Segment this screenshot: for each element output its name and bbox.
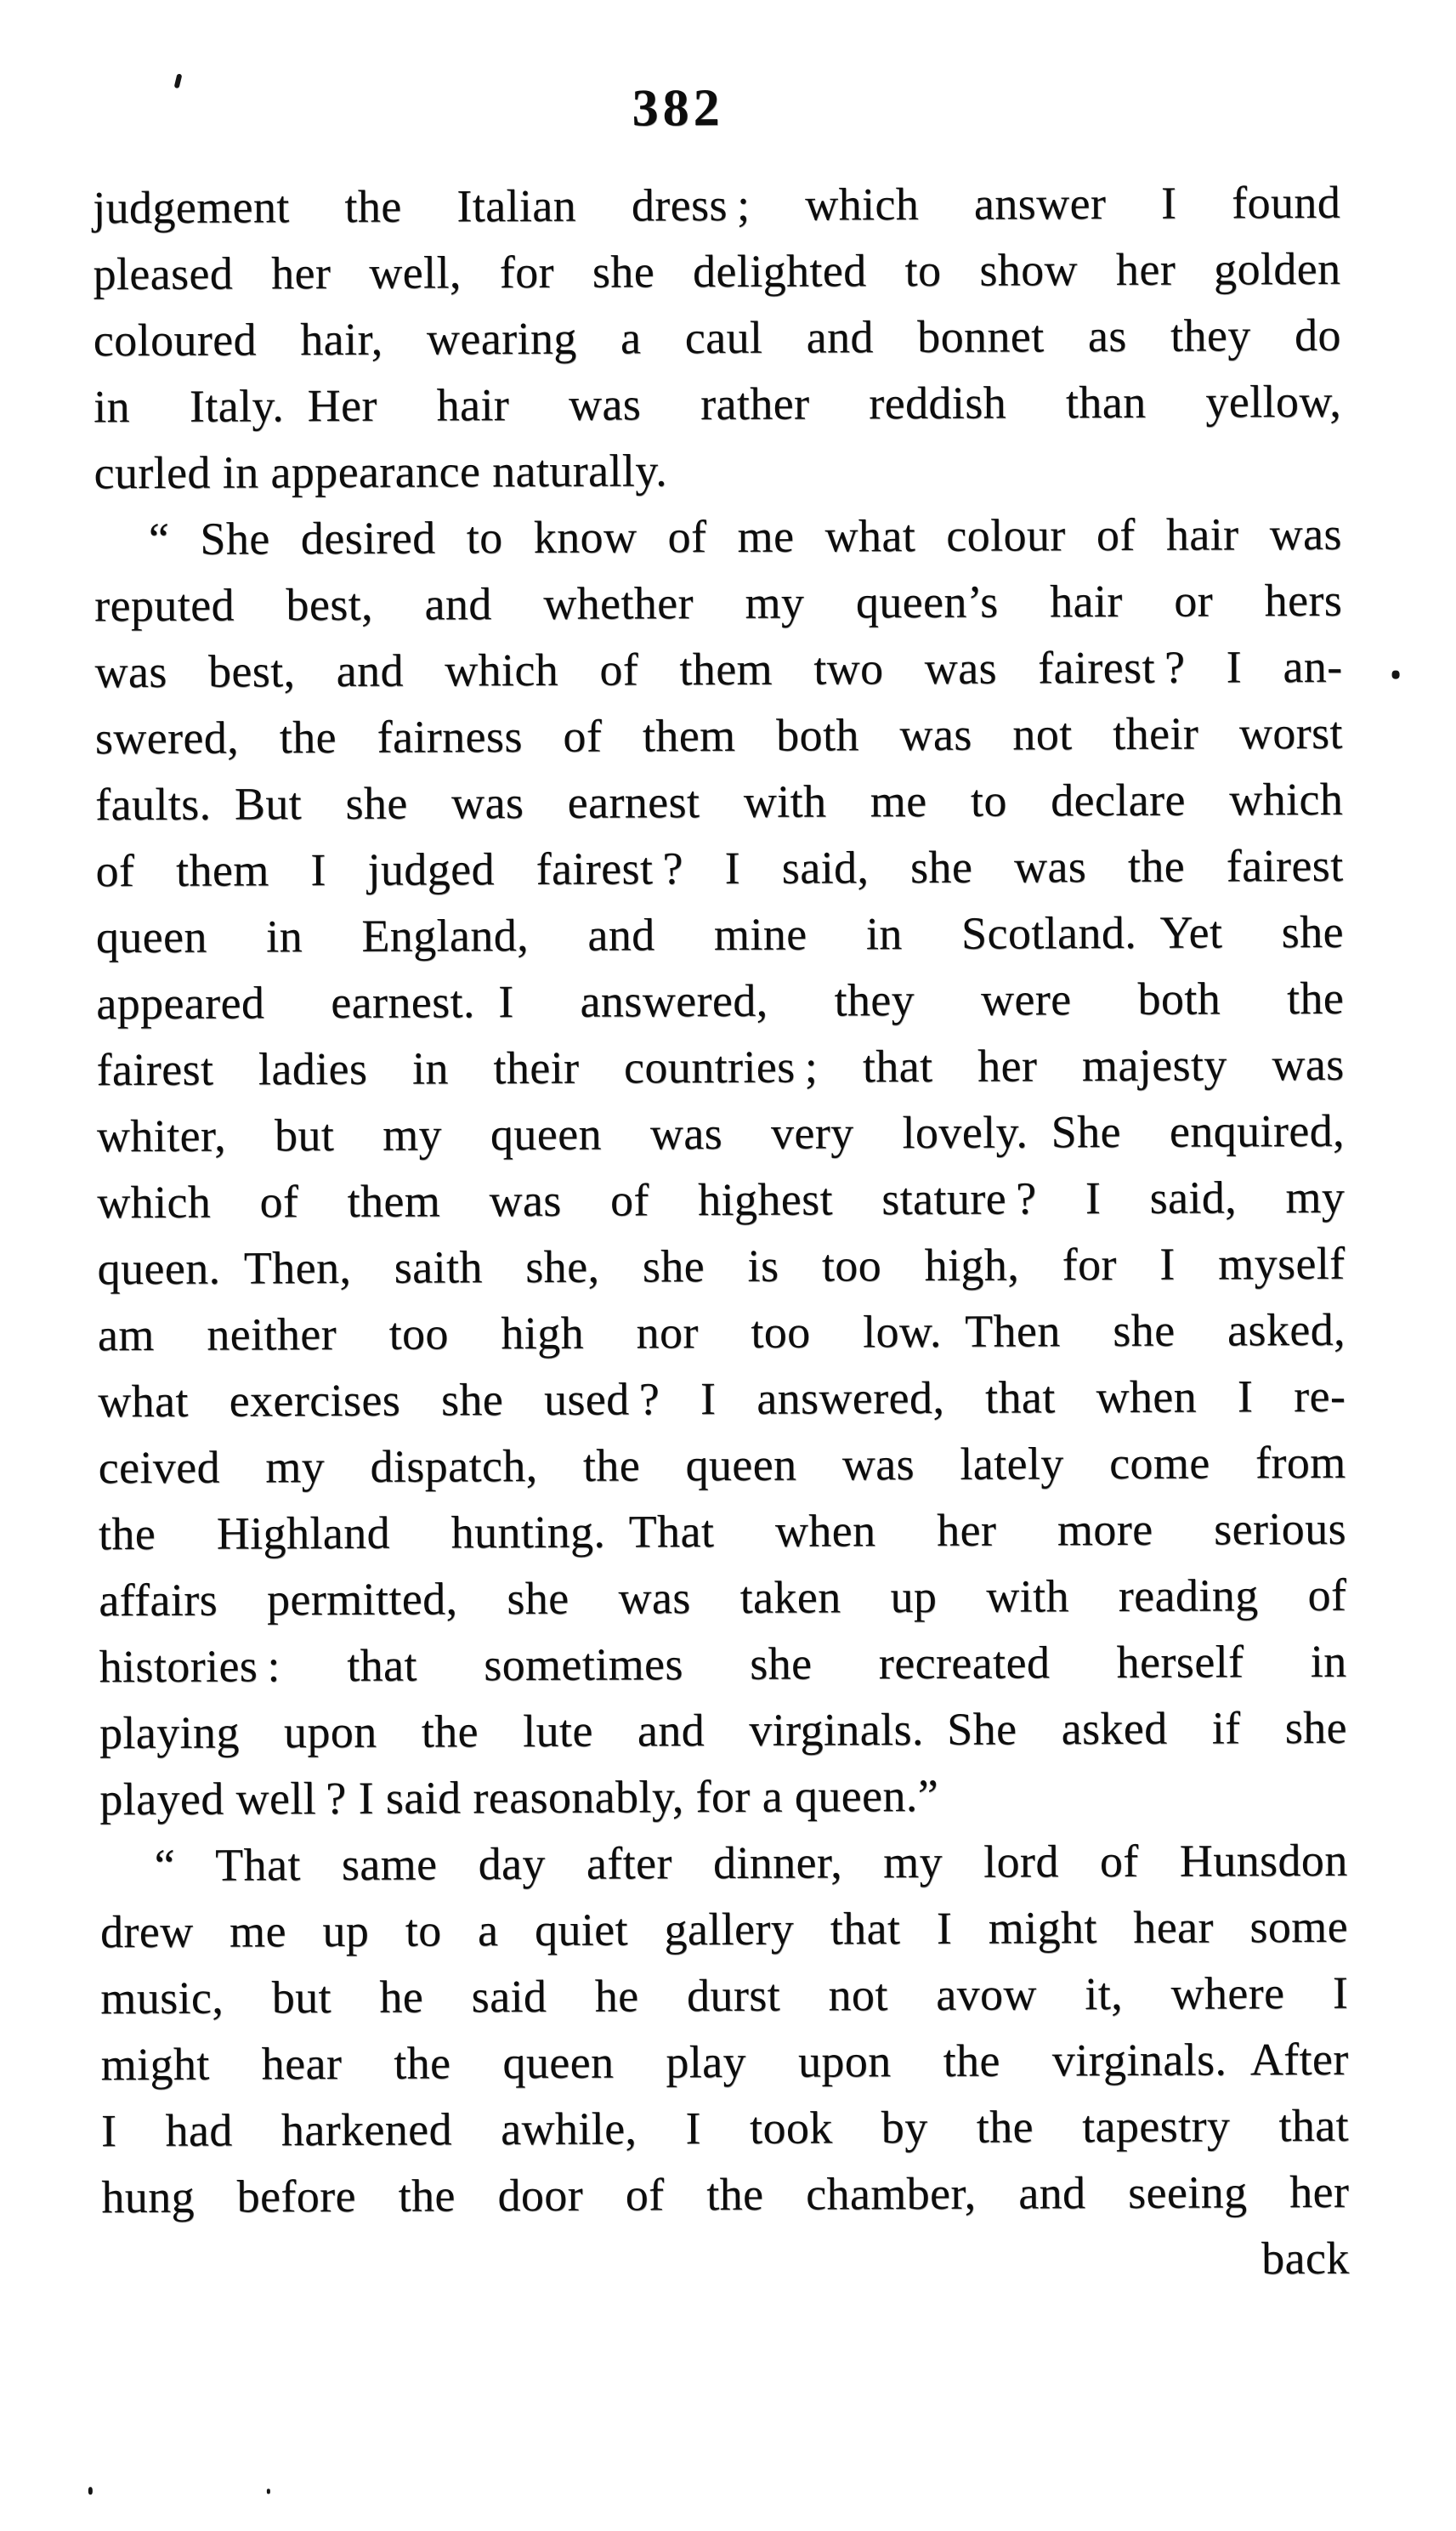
catchword: back	[1261, 2232, 1350, 2284]
text-block	[93, 169, 1350, 2296]
text-line: swered, the fairness of them both was not their worst	[94, 707, 1344, 764]
text-line: was best, and which of them two was fairest ? I an-	[94, 640, 1343, 698]
ink-speck	[1392, 671, 1400, 679]
ink-speck	[88, 2487, 93, 2494]
text-line: affairs permitted, she was taken up with reading of	[99, 1569, 1347, 1626]
text-line: what exercises she used ? I answered, that when I re-	[98, 1370, 1346, 1427]
text-line: played well ? I said reasonably, for a queen.”	[99, 1769, 939, 1825]
text-line: ceived my dispatch, the queen was lately come from	[98, 1436, 1346, 1494]
text-line: pleased her well, for she delighted to show her golden	[93, 242, 1341, 300]
text-line: faults. But she was earnest with me to declare which	[95, 773, 1344, 831]
text-line: appeared earnest. I answered, they were both the	[96, 972, 1345, 1030]
text-line: playing upon the lute and virginals. She asked if she	[99, 1701, 1348, 1759]
text-line: the Highland hunting. That when her more serious	[98, 1502, 1347, 1560]
text-line: coloured hair, wearing a caul and bonnet as they do	[93, 309, 1341, 366]
text-line: am neither too high nor too low. Then she asked,	[97, 1303, 1346, 1361]
text-line: music, but he said he durst not avow it, where I	[100, 1966, 1349, 2024]
text-line: I had harkened awhile, I took by the tapestry that	[100, 2099, 1350, 2157]
text-line: histories : that sometimes she recreated herself in	[99, 1635, 1347, 1693]
text-line: queen. Then, saith she, she is too high, for I myself	[97, 1237, 1346, 1295]
text-line: judgement the Italian dress ; which answer I found	[93, 176, 1341, 234]
text-line: queen in England, and mine in Scotland. Yet she	[95, 905, 1345, 963]
text-line: of them I judged fairest ? I said, she was the fairest	[95, 839, 1344, 897]
text-line: curled in appearance naturally.	[93, 445, 668, 499]
text-line: which of them was of highest stature ? I said, my	[97, 1171, 1346, 1229]
ink-speck	[267, 2488, 270, 2494]
text-line: reputed best, and whether my queen’s hair or hers	[94, 574, 1343, 632]
text-line: “ That same day after dinner, my lord of Hunsdon	[154, 1834, 1348, 1891]
text-line: “ She desired to know of me what colour of hair was	[148, 508, 1342, 565]
text-line: whiter, but my queen was very lovely. She enquired,	[96, 1104, 1346, 1162]
page-number: 382	[632, 79, 724, 138]
text-line: in Italy. Her hair was rather reddish than yellow,	[93, 375, 1342, 433]
text-line: drew me up to a quiet gallery that I might hear some	[99, 1900, 1349, 1958]
text-line: might hear the queen play upon the virginals. After	[100, 2033, 1349, 2091]
text-line: fairest ladies in their countries ; that her majesty was	[96, 1038, 1345, 1096]
text-line: hung before the door of the chamber, and seeing her	[101, 2165, 1350, 2223]
